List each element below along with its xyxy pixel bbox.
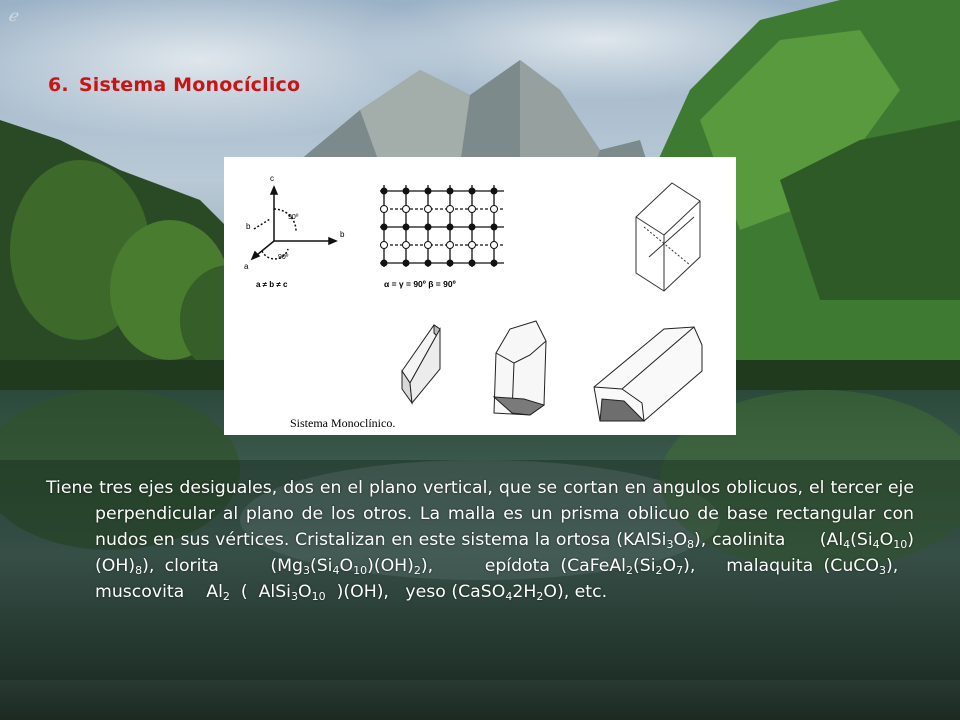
subscript: 4 — [332, 564, 340, 577]
subscript: 2 — [536, 590, 544, 603]
formula-part: O), etc. — [543, 582, 608, 602]
subscript: 2 — [222, 590, 230, 603]
formula-epidota: CaFeAl — [567, 556, 626, 576]
subscript: 10 — [893, 538, 908, 551]
formula-part: )(OH), — [336, 582, 389, 602]
subscript: 7 — [676, 564, 684, 577]
formula-part: 2H — [512, 582, 537, 602]
figure-caption: Sistema Monoclínico. — [290, 416, 396, 430]
subscript: 3 — [302, 564, 310, 577]
formula-part: (Si — [850, 530, 873, 550]
slide-title — [48, 74, 300, 96]
formula-part: O — [879, 530, 894, 550]
crystal-diagram — [224, 157, 736, 435]
subscript: 10 — [353, 564, 368, 577]
angle-bottom-label: 90º — [278, 254, 289, 261]
body-intro: Tiene tres ejes desiguales, dos en el plano vertical, que se cortan en angulos oblicuos, el tercer eje perpendicular al plano de los otros. La malla es un prisma oblicuo de base rectangular con nudos en sus vértices. Cristalizan en este sistema la ortosa — [46, 478, 914, 550]
mineral-name: muscovita — [95, 582, 185, 602]
body-paragraph: Tiene tres ejes desiguales, dos en el plano vertical, que se cortan en angulos oblicuos, el tercer eje perpendicular al plano de los otros. La malla es un prisma oblicuo de base rectangular con nudos en sus vértices. Cristalizan en este sistema la ortosa $(KAlSi_3O_8)$, caolinita $(Al_4(Si_4O_{10})(OH)_8)$, clorita $(Mg_3(Si_4O_{10})(OH)_2)$, epídota ($CaFeAl_2(Si_2O_7)$, malaquita (CuCO$_3$), muscovita $Al_2$ ( $AlSi_3O_{10}$ )(OH), yeso $(CaSO_42H_2O)$, etc. — [46, 478, 914, 603]
axis-c-label: c — [270, 174, 274, 183]
formula-caolinita: Al — [826, 530, 844, 550]
axes-relation-label: a ≠ b ≠ c — [256, 280, 288, 289]
formula-part: O — [662, 556, 677, 576]
subscript: 3 — [666, 538, 674, 551]
formula-part: )(OH) — [367, 556, 414, 576]
formula-clorita: Mg — [277, 556, 303, 576]
lattice-grid — [380, 185, 504, 267]
unit-cell-prism — [636, 183, 700, 291]
formula-yeso: CaSO — [458, 582, 506, 602]
subscript: 8 — [687, 538, 695, 551]
formula-ortosa: KAlSi — [623, 530, 667, 550]
monoclinic-figure — [224, 157, 736, 435]
crystal-elongated — [594, 327, 702, 421]
mineral-name: yeso — [405, 582, 446, 602]
subscript: 10 — [311, 590, 326, 603]
crystal-prismatic — [494, 321, 546, 415]
subscript: 3 — [291, 590, 298, 603]
subscript: 2 — [413, 564, 421, 577]
subscript: 4 — [505, 590, 513, 603]
formula-muscovita: Al — [206, 582, 223, 602]
title-text: Sistema Monocíclico — [78, 74, 301, 96]
formula-part: O — [298, 582, 312, 602]
axis-a-label: a — [244, 262, 249, 271]
mineral-name: caolinita — [712, 530, 786, 550]
mineral-name: malaquita — [726, 556, 814, 576]
mineral-name: epídota — [484, 556, 551, 576]
formula-part: (Si — [309, 556, 333, 576]
mineral-name: clorita — [164, 556, 219, 576]
corner-logo: ℯ — [8, 6, 18, 25]
subscript: 4 — [843, 538, 851, 551]
formula-part: O — [339, 556, 354, 576]
title-number: 6. — [48, 74, 69, 96]
subscript: 4 — [872, 538, 880, 551]
subscript: 2 — [655, 564, 663, 577]
subscript: 3 — [878, 564, 886, 577]
subscript: 8 — [135, 564, 143, 577]
angles-label: α = γ = 90º β = 90º — [384, 279, 456, 289]
axes-diagram — [252, 187, 336, 259]
formula-part: AlSi — [258, 582, 291, 602]
subscript: 2 — [625, 564, 633, 577]
formula-malaquita: CuCO — [830, 556, 879, 576]
crystal-tabular — [402, 325, 440, 403]
angle-top-label: 90º — [288, 214, 299, 221]
axis-b2-label: b — [246, 222, 251, 231]
formula-part: (Si — [632, 556, 656, 576]
formula-part: )(OH) — [95, 530, 914, 576]
formula-part: O — [673, 530, 688, 550]
axis-b-label: b — [340, 230, 345, 239]
